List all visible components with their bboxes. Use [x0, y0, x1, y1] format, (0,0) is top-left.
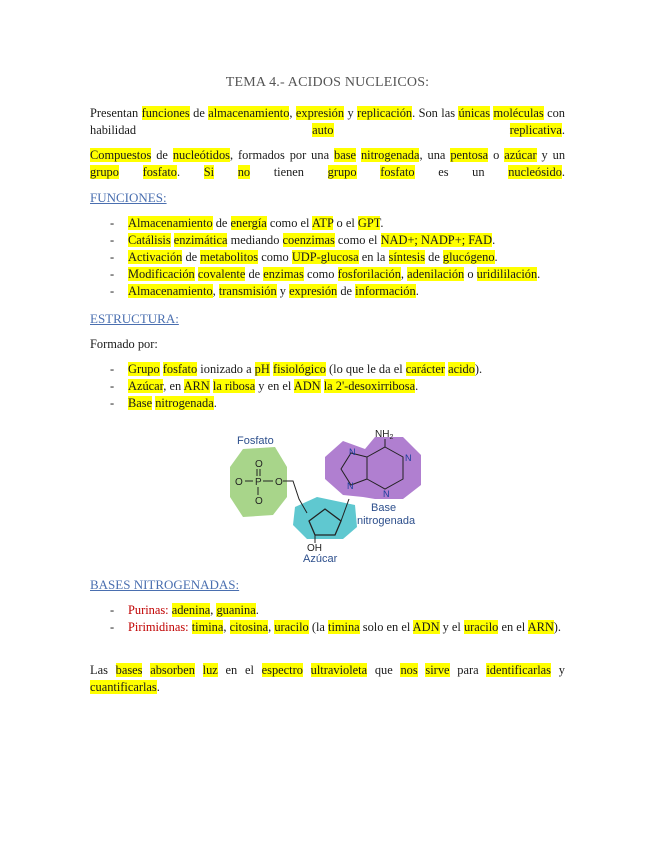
- text-run: .: [492, 233, 496, 247]
- highlighted-term: base: [334, 148, 357, 162]
- text-run: o el: [333, 216, 358, 230]
- text-run: de: [151, 148, 173, 162]
- highlighted-term: ATP: [311, 216, 334, 230]
- bullet-dash: -: [110, 603, 115, 617]
- list-item: [90, 378, 565, 395]
- highlighted-term: fosfato: [162, 362, 198, 376]
- text-run: , formados por una: [229, 148, 334, 162]
- highlighted-term: uracilo: [463, 620, 499, 634]
- base-n-4: N: [383, 489, 390, 499]
- highlighted-term: adenina: [171, 603, 211, 617]
- highlighted-term: ARN: [183, 379, 210, 393]
- highlighted-term: grupo: [90, 165, 119, 179]
- base-label-line1: Base: [371, 502, 397, 514]
- highlighted-term: identificarlas: [486, 663, 551, 677]
- list-item: [90, 215, 565, 232]
- list-item: [90, 602, 565, 619]
- highlighted-term: ARN: [527, 620, 554, 634]
- highlighted-term: pH: [254, 362, 270, 376]
- text-run: [214, 165, 238, 179]
- text-run: .: [156, 680, 160, 694]
- highlighted-term: cuantificarlas: [90, 680, 157, 694]
- highlighted-term: almacenamiento: [208, 106, 290, 120]
- bullet-dash: -: [110, 379, 115, 393]
- bullet-dash: -: [110, 216, 115, 230]
- highlighted-term: Activación: [128, 250, 183, 264]
- text-run: , una: [419, 148, 451, 162]
- list-item: [90, 283, 565, 300]
- phosphate-o-bottom: O: [255, 496, 263, 507]
- text-run: para: [449, 663, 487, 677]
- category-label: Purinas:: [128, 603, 169, 617]
- highlighted-term: acido: [448, 362, 475, 376]
- estructura-list: [90, 361, 565, 412]
- highlighted-term: citosina: [229, 620, 269, 634]
- highlighted-term: timina: [328, 620, 360, 634]
- bullet-dash: -: [110, 233, 115, 247]
- bullet-dash: -: [110, 620, 115, 634]
- text-run: mediando: [227, 233, 283, 247]
- highlighted-term: glucógeno: [442, 250, 495, 264]
- highlighted-term: covalente: [197, 267, 246, 281]
- text-run: de: [337, 284, 356, 298]
- nucleotide-diagram: [225, 427, 435, 567]
- text-run: .: [176, 165, 204, 179]
- text-run: con habilidad: [90, 106, 565, 137]
- highlighted-term: replicativa: [509, 123, 562, 137]
- highlighted-term: nitrogenada: [155, 396, 214, 410]
- text-run: y: [344, 106, 358, 120]
- text-run: ionizado a: [197, 362, 255, 376]
- funciones-list: [90, 215, 565, 300]
- bullet-dash: -: [110, 284, 115, 298]
- text-run: ,: [400, 267, 408, 281]
- intro-paragraph-2: [90, 147, 565, 181]
- highlighted-term: ADN: [412, 620, 440, 634]
- highlighted-term: fisiológico: [272, 362, 326, 376]
- list-item-text: [128, 396, 217, 410]
- closing-paragraph: [90, 662, 565, 696]
- text-run: de: [425, 250, 443, 264]
- text-run: como el: [334, 233, 381, 247]
- azucar-label: Azúcar: [303, 553, 338, 565]
- section-heading-funciones: FUNCIONES:: [90, 190, 167, 205]
- text-run: .: [415, 379, 419, 393]
- highlighted-term: replicación: [357, 106, 413, 120]
- list-item-text: [128, 216, 383, 230]
- highlighted-term: uracilo: [274, 620, 309, 634]
- bullet-dash: -: [110, 362, 115, 376]
- highlighted-term: información: [355, 284, 416, 298]
- base-n-2: N: [347, 481, 354, 491]
- text-run: ,: [212, 284, 219, 298]
- nh2-label: $NH_2$: [375, 429, 394, 441]
- category-label: Pirimidinas:: [128, 620, 189, 634]
- highlighted-term: absorben: [150, 663, 195, 677]
- phosphate-p: P: [255, 477, 262, 488]
- text-run: , en: [163, 379, 184, 393]
- highlighted-term: Almacenamiento: [128, 284, 213, 298]
- highlighted-term: azúcar: [504, 148, 537, 162]
- highlighted-term: fosfato: [142, 165, 177, 179]
- list-item-text: [128, 250, 498, 264]
- highlighted-term: metabolitos: [200, 250, 259, 264]
- text-run: ,: [268, 620, 275, 634]
- text-run: o: [464, 267, 477, 281]
- text-run: tienen: [250, 165, 328, 179]
- list-item: [90, 395, 565, 412]
- highlighted-term: ADN: [293, 379, 321, 393]
- highlighted-term: únicas: [458, 106, 491, 120]
- highlighted-term: Modificación: [128, 267, 195, 281]
- highlighted-term: sirve: [425, 663, 450, 677]
- highlighted-term: Almacenamiento: [128, 216, 213, 230]
- highlighted-term: Azúcar: [128, 379, 164, 393]
- text-run: [195, 663, 203, 677]
- bullet-dash: -: [110, 250, 115, 264]
- bullet-dash: -: [110, 267, 115, 281]
- text-run: como: [303, 267, 338, 281]
- text-run: de: [212, 216, 231, 230]
- text-run: (lo que le da el: [325, 362, 406, 376]
- text-run: es un: [414, 165, 509, 179]
- base-n-1: N: [349, 447, 356, 457]
- text-run: de: [245, 267, 264, 281]
- text-run: ,: [223, 620, 230, 634]
- formado-por-text: Formado por:: [90, 337, 158, 351]
- text-run: ).: [474, 362, 483, 376]
- bases-list: [90, 602, 565, 636]
- text-run: .: [561, 165, 565, 179]
- text-run: en el: [217, 663, 262, 677]
- highlighted-term: energía: [230, 216, 267, 230]
- section-heading-bases: BASES NITROGENADAS:: [90, 577, 240, 592]
- text-run: y un: [536, 148, 566, 162]
- text-run: (la: [308, 620, 328, 634]
- highlighted-term: expresión: [289, 284, 338, 298]
- text-run: [119, 165, 143, 179]
- highlighted-term: Grupo: [128, 362, 160, 376]
- highlighted-term: nucleótidos: [172, 148, 230, 162]
- highlighted-term: nucleósido: [508, 165, 562, 179]
- base-label-line2: nitrogenada: [357, 515, 416, 527]
- text-run: .: [561, 123, 565, 137]
- text-run: . Son las: [412, 106, 459, 120]
- highlighted-term: no: [237, 165, 251, 179]
- text-run: y: [276, 284, 290, 298]
- oh-label: OH: [307, 543, 322, 554]
- text-run: Presentan: [90, 106, 142, 120]
- highlighted-term: Si: [203, 165, 215, 179]
- text-run: [357, 165, 381, 179]
- text-run: de: [189, 106, 209, 120]
- highlighted-term: espectro: [261, 663, 303, 677]
- text-run: como: [258, 250, 292, 264]
- text-run: y el: [439, 620, 464, 634]
- highlighted-term: timina: [191, 620, 224, 634]
- text-run: y en el: [255, 379, 294, 393]
- list-item: [90, 619, 565, 636]
- text-run: Las: [90, 663, 116, 677]
- highlighted-term: ultravioleta: [310, 663, 368, 677]
- text-run: en la: [358, 250, 389, 264]
- text-run: [334, 123, 510, 137]
- highlighted-term: luz: [202, 663, 218, 677]
- base-shape: [325, 437, 421, 499]
- highlighted-term: Compuestos: [90, 148, 152, 162]
- page-title: TEMA 4.- ACIDOS NUCLEICOS:: [225, 75, 430, 90]
- highlighted-term: la 2'-desoxirribosa: [323, 379, 416, 393]
- list-item-text: [128, 603, 259, 617]
- list-item: [90, 266, 565, 283]
- list-item-text: [128, 362, 482, 376]
- intro-paragraph-1: [90, 105, 565, 139]
- highlighted-term: adenilación: [407, 267, 465, 281]
- list-item-text: [128, 379, 418, 393]
- text-run: solo en el: [359, 620, 413, 634]
- text-run: que: [367, 663, 401, 677]
- fosfato-label: Fosfato: [237, 435, 274, 447]
- list-item: [90, 249, 565, 266]
- highlighted-term: nitrogenada: [360, 148, 420, 162]
- text-run: ).: [553, 620, 562, 634]
- highlighted-term: la ribosa: [212, 379, 256, 393]
- highlighted-term: moléculas: [493, 106, 544, 120]
- highlighted-term: uridililación: [476, 267, 538, 281]
- list-item-text: [128, 620, 561, 634]
- highlighted-term: Catálisis: [128, 233, 171, 247]
- highlighted-term: grupo: [327, 165, 357, 179]
- list-item-text: [128, 284, 419, 298]
- list-item: [90, 361, 565, 378]
- highlighted-term: GPT: [357, 216, 381, 230]
- highlighted-term: bases: [115, 663, 143, 677]
- text-run: .: [213, 396, 217, 410]
- text-run: ,: [289, 106, 296, 120]
- highlighted-term: Base: [128, 396, 153, 410]
- highlighted-term: pentosa: [450, 148, 489, 162]
- text-run: [303, 663, 311, 677]
- text-run: .: [415, 284, 419, 298]
- section-heading-estructura: ESTRUCTURA:: [90, 311, 179, 326]
- phosphate-o-right: O: [275, 477, 283, 488]
- highlighted-term: NAD+; NADP+; FAD: [380, 233, 493, 247]
- bullet-dash: -: [110, 396, 115, 410]
- highlighted-term: guanina: [216, 603, 256, 617]
- list-item: [90, 232, 565, 249]
- text-run: de: [182, 250, 201, 264]
- text-run: ,: [210, 603, 217, 617]
- highlighted-term: enzimática: [173, 233, 228, 247]
- highlighted-term: auto: [312, 123, 334, 137]
- highlighted-term: fosfato: [380, 165, 415, 179]
- highlighted-term: fosforilación: [337, 267, 401, 281]
- highlighted-term: expresión: [295, 106, 345, 120]
- base-n-3: N: [405, 453, 412, 463]
- highlighted-term: coenzimas: [282, 233, 335, 247]
- highlighted-term: UDP-glucosa: [291, 250, 359, 264]
- phosphate-o-left: O: [235, 477, 243, 488]
- highlighted-term: enzimas: [263, 267, 304, 281]
- highlighted-term: síntesis: [388, 250, 426, 264]
- highlighted-term: carácter: [405, 362, 445, 376]
- phosphate-o-top: O: [255, 459, 263, 470]
- text-run: en el: [498, 620, 528, 634]
- text-run: .: [537, 267, 541, 281]
- text-run: y: [551, 663, 565, 677]
- text-run: o: [488, 148, 505, 162]
- highlighted-term: nos: [400, 663, 418, 677]
- highlighted-term: transmisión: [218, 284, 277, 298]
- text-run: .: [494, 250, 498, 264]
- text-run: .: [380, 216, 384, 230]
- list-item-text: [128, 267, 540, 281]
- list-item-text: [128, 233, 495, 247]
- text-run: .: [255, 603, 259, 617]
- text-run: como el: [266, 216, 312, 230]
- highlighted-term: funciones: [141, 106, 190, 120]
